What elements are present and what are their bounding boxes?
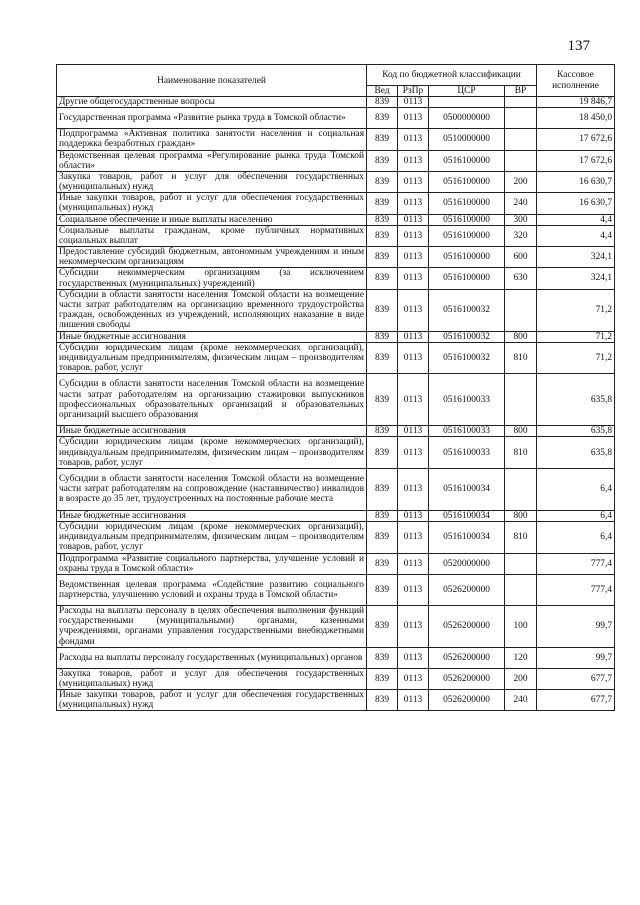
row-vr-cell — [505, 574, 537, 605]
row-rzpr-cell: 0113 — [398, 225, 429, 246]
row-ved-cell: 839 — [367, 647, 398, 668]
row-vr-cell: 800 — [505, 510, 537, 521]
row-vr-cell: 200 — [505, 171, 537, 192]
row-vr-cell — [505, 129, 537, 150]
row-vr-cell — [505, 108, 537, 129]
page-number: 137 — [567, 38, 590, 54]
row-csr-cell: 0526200000 — [429, 574, 505, 605]
row-vr-cell — [505, 150, 537, 171]
row-ved-cell: 839 — [367, 437, 398, 468]
row-ved-cell: 839 — [367, 468, 398, 510]
row-rzpr-cell: 0113 — [398, 268, 429, 289]
row-name-cell: Ведомственная целевая программа «Регулирование рынка труда Томской области» — [57, 150, 367, 171]
row-sum-cell: 777,4 — [537, 574, 615, 605]
row-rzpr-cell: 0113 — [398, 331, 429, 342]
table-row — [57, 108, 615, 129]
row-sum-cell: 635,8 — [537, 437, 615, 468]
row-ved-cell: 839 — [367, 426, 398, 437]
row-rzpr-cell: 0113 — [398, 668, 429, 689]
row-vr-cell: 810 — [505, 522, 537, 553]
row-csr-cell: 0516100032 — [429, 331, 505, 342]
row-name-cell: Подпрограмма «Развитие социального партнерства, улучшение условий и охраны труда в Томской области» — [57, 553, 367, 574]
row-csr-cell: 0516100032 — [429, 342, 505, 373]
row-sum-cell: 635,8 — [537, 374, 615, 426]
row-sum-cell: 6,4 — [537, 510, 615, 521]
row-vr-cell: 800 — [505, 426, 537, 437]
row-ved-cell: 839 — [367, 289, 398, 331]
row-ved-cell: 839 — [367, 668, 398, 689]
row-ved-cell: 839 — [367, 553, 398, 574]
row-ved-cell: 839 — [367, 225, 398, 246]
row-csr-cell: 0510000000 — [429, 129, 505, 150]
row-name-cell: Субсидии в области занятости населения Томской области на возмещение части затрат работодателям на сопровождение (наставничество) инвалидов в возрасте до 35 лет, трудоустроенных на постоянные рабочие места — [57, 468, 367, 510]
row-vr-cell — [505, 468, 537, 510]
row-csr-cell — [429, 97, 505, 108]
row-vr-cell: 800 — [505, 331, 537, 342]
row-sum-cell: 4,4 — [537, 225, 615, 246]
table-row — [57, 150, 615, 171]
row-csr-cell: 0516100033 — [429, 374, 505, 426]
row-name-cell: Социальные выплаты гражданам, кроме публичных нормативных социальных выплат — [57, 225, 367, 246]
table-row — [57, 668, 615, 689]
row-vr-cell: 240 — [505, 690, 537, 711]
row-rzpr-cell: 0113 — [398, 522, 429, 553]
row-vr-cell — [505, 97, 537, 108]
table-row — [57, 193, 615, 214]
row-rzpr-cell: 0113 — [398, 342, 429, 373]
row-name-cell: Субсидии некоммерческим организациям (за исключением государственных (муниципальных) учреждений) — [57, 268, 367, 289]
header-rzpr: РзПр — [398, 86, 429, 97]
table-row — [57, 690, 615, 711]
row-sum-cell: 16 630,7 — [537, 171, 615, 192]
table-row — [57, 97, 615, 108]
row-csr-cell: 0526200000 — [429, 668, 505, 689]
header-name: Наименование показателей — [57, 65, 367, 97]
row-name-cell: Иные закупки товаров, работ и услуг для обеспечения государственных (муниципальных) нужд — [57, 193, 367, 214]
row-csr-cell: 0516100033 — [429, 426, 505, 437]
row-vr-cell — [505, 374, 537, 426]
row-vr-cell: 200 — [505, 668, 537, 689]
row-rzpr-cell: 0113 — [398, 374, 429, 426]
row-sum-cell: 99,7 — [537, 647, 615, 668]
row-name-cell: Государственная программа «Развитие рынка труда в Томской области» — [57, 108, 367, 129]
row-vr-cell: 630 — [505, 268, 537, 289]
table-row — [57, 605, 615, 647]
row-rzpr-cell: 0113 — [398, 214, 429, 225]
table-row — [57, 268, 615, 289]
row-csr-cell: 0516100000 — [429, 214, 505, 225]
row-sum-cell: 19 846,7 — [537, 97, 615, 108]
row-name-cell: Субсидии юридическим лицам (кроме некоммерческих организаций), индивидуальным предпринимателям, физическим лицам – производителям товаров, работ, услуг — [57, 437, 367, 468]
row-name-cell: Расходы на выплаты персоналу государственных (муниципальных) органов — [57, 647, 367, 668]
row-vr-cell: 600 — [505, 247, 537, 268]
row-vr-cell: 120 — [505, 647, 537, 668]
row-ved-cell: 839 — [367, 510, 398, 521]
row-sum-cell: 17 672,6 — [537, 129, 615, 150]
row-sum-cell: 777,4 — [537, 553, 615, 574]
table-row — [57, 437, 615, 468]
row-csr-cell: 0516100000 — [429, 150, 505, 171]
row-ved-cell: 839 — [367, 247, 398, 268]
table-body — [57, 97, 615, 711]
row-csr-cell: 0526200000 — [429, 690, 505, 711]
row-ved-cell: 839 — [367, 374, 398, 426]
row-name-cell: Социальное обеспечение и иные выплаты населению — [57, 214, 367, 225]
row-sum-cell: 324,1 — [537, 268, 615, 289]
row-name-cell: Предоставление субсидий бюджетным, автономным учреждениям и иным некоммерческим организациям — [57, 247, 367, 268]
table-row — [57, 331, 615, 342]
row-rzpr-cell: 0113 — [398, 97, 429, 108]
row-sum-cell: 635,8 — [537, 426, 615, 437]
row-rzpr-cell: 0113 — [398, 553, 429, 574]
row-csr-cell: 0516100034 — [429, 468, 505, 510]
row-vr-cell: 300 — [505, 214, 537, 225]
row-csr-cell: 0516100033 — [429, 437, 505, 468]
table-row — [57, 171, 615, 192]
row-rzpr-cell: 0113 — [398, 171, 429, 192]
row-rzpr-cell: 0113 — [398, 129, 429, 150]
table-row — [57, 225, 615, 246]
row-csr-cell: 0516100000 — [429, 247, 505, 268]
row-name-cell: Иные бюджетные ассигнования — [57, 510, 367, 521]
row-csr-cell: 0520000000 — [429, 553, 505, 574]
header-code-group: Код по бюджетной классификации — [367, 65, 537, 86]
row-ved-cell: 839 — [367, 171, 398, 192]
row-rzpr-cell: 0113 — [398, 605, 429, 647]
row-csr-cell: 0516100034 — [429, 522, 505, 553]
row-name-cell: Иные бюджетные ассигнования — [57, 331, 367, 342]
row-sum-cell: 324,1 — [537, 247, 615, 268]
header-csr: ЦСР — [429, 86, 505, 97]
row-rzpr-cell: 0113 — [398, 647, 429, 668]
table-row — [57, 522, 615, 553]
row-rzpr-cell: 0113 — [398, 108, 429, 129]
row-rzpr-cell: 0113 — [398, 289, 429, 331]
row-sum-cell: 17 672,6 — [537, 150, 615, 171]
row-vr-cell — [505, 553, 537, 574]
row-csr-cell: 0516100000 — [429, 268, 505, 289]
table-row — [57, 574, 615, 605]
row-name-cell: Субсидии юридическим лицам (кроме некоммерческих организаций), индивидуальным предпринимателям, физическим лицам – производителям товаров, работ, услуг — [57, 522, 367, 553]
row-ved-cell: 839 — [367, 108, 398, 129]
row-ved-cell: 839 — [367, 522, 398, 553]
budget-execution-table — [56, 64, 615, 711]
row-name-cell: Закупка товаров, работ и услуг для обеспечения государственных (муниципальных) нужд — [57, 171, 367, 192]
row-ved-cell: 839 — [367, 97, 398, 108]
row-rzpr-cell: 0113 — [398, 193, 429, 214]
header-ved: Вед — [367, 86, 398, 97]
row-vr-cell: 240 — [505, 193, 537, 214]
table-row — [57, 374, 615, 426]
table-row — [57, 214, 615, 225]
row-ved-cell: 839 — [367, 690, 398, 711]
row-vr-cell: 810 — [505, 342, 537, 373]
row-sum-cell: 4,4 — [537, 214, 615, 225]
row-name-cell: Ведомственная целевая программа «Содействие развитию социального партнерства, улучшению условий и охраны труда в Томской области» — [57, 574, 367, 605]
row-rzpr-cell: 0113 — [398, 574, 429, 605]
row-csr-cell: 0516100000 — [429, 193, 505, 214]
row-sum-cell: 99,7 — [537, 605, 615, 647]
row-ved-cell: 839 — [367, 129, 398, 150]
row-rzpr-cell: 0113 — [398, 690, 429, 711]
row-rzpr-cell: 0113 — [398, 437, 429, 468]
table-row — [57, 342, 615, 373]
row-rzpr-cell: 0113 — [398, 510, 429, 521]
row-vr-cell: 100 — [505, 605, 537, 647]
row-sum-cell: 71,2 — [537, 331, 615, 342]
row-ved-cell: 839 — [367, 605, 398, 647]
row-name-cell: Субсидии в области занятости населения Томской области на возмещение части затрат работодателям на организацию стажировки выпускников профессиональных образовательных организаций и образовательных организаций высшего образования — [57, 374, 367, 426]
table-row — [57, 553, 615, 574]
row-rzpr-cell: 0113 — [398, 150, 429, 171]
row-csr-cell: 0526200000 — [429, 605, 505, 647]
table-row — [57, 426, 615, 437]
row-csr-cell: 0516100034 — [429, 510, 505, 521]
row-name-cell: Подпрограмма «Активная политика занятости населения и социальная поддержка безработных граждан» — [57, 129, 367, 150]
row-sum-cell: 16 630,7 — [537, 193, 615, 214]
row-csr-cell: 0516100032 — [429, 289, 505, 331]
table-row — [57, 468, 615, 510]
row-name-cell: Расходы на выплаты персоналу в целях обеспечения выполнения функций государственными (муниципальными) органами, казенными учреждениями, органами управления государственными внебюджетными фондами — [57, 605, 367, 647]
row-ved-cell: 839 — [367, 331, 398, 342]
row-rzpr-cell: 0113 — [398, 468, 429, 510]
table-row — [57, 129, 615, 150]
table-row — [57, 247, 615, 268]
table-row — [57, 289, 615, 331]
row-name-cell: Закупка товаров, работ и услуг для обеспечения государственных (муниципальных) нужд — [57, 668, 367, 689]
row-vr-cell — [505, 289, 537, 331]
table-row — [57, 510, 615, 521]
row-sum-cell: 677,7 — [537, 668, 615, 689]
row-name-cell: Иные закупки товаров, работ и услуг для обеспечения государственных (муниципальных) нужд — [57, 690, 367, 711]
row-ved-cell: 839 — [367, 268, 398, 289]
header-sum: Кассовое исполнение — [537, 65, 615, 97]
row-rzpr-cell: 0113 — [398, 247, 429, 268]
row-vr-cell: 810 — [505, 437, 537, 468]
row-sum-cell: 18 450,0 — [537, 108, 615, 129]
table-row — [57, 647, 615, 668]
row-sum-cell: 6,4 — [537, 522, 615, 553]
header-vr: ВР — [505, 86, 537, 97]
row-sum-cell: 677,7 — [537, 690, 615, 711]
row-csr-cell: 0500000000 — [429, 108, 505, 129]
row-csr-cell: 0526200000 — [429, 647, 505, 668]
row-ved-cell: 839 — [367, 193, 398, 214]
row-sum-cell: 71,2 — [537, 342, 615, 373]
row-name-cell: Иные бюджетные ассигнования — [57, 426, 367, 437]
row-name-cell: Субсидии в области занятости населения Томской области на возмещение части затрат работодателям на организацию временного трудоустройства граждан, освобожденных из учреждений, исполняющих наказание в виде лишения свободы — [57, 289, 367, 331]
row-rzpr-cell: 0113 — [398, 426, 429, 437]
row-csr-cell: 0516100000 — [429, 171, 505, 192]
row-sum-cell: 71,2 — [537, 289, 615, 331]
row-ved-cell: 839 — [367, 214, 398, 225]
row-sum-cell: 6,4 — [537, 468, 615, 510]
row-name-cell: Другие общегосударственные вопросы — [57, 97, 367, 108]
row-ved-cell: 839 — [367, 150, 398, 171]
row-csr-cell: 0516100000 — [429, 225, 505, 246]
row-ved-cell: 839 — [367, 342, 398, 373]
row-name-cell: Субсидии юридическим лицам (кроме некоммерческих организаций), индивидуальным предпринимателям, физическим лицам – производителям товаров, работ, услуг — [57, 342, 367, 373]
row-ved-cell: 839 — [367, 574, 398, 605]
row-vr-cell: 320 — [505, 225, 537, 246]
